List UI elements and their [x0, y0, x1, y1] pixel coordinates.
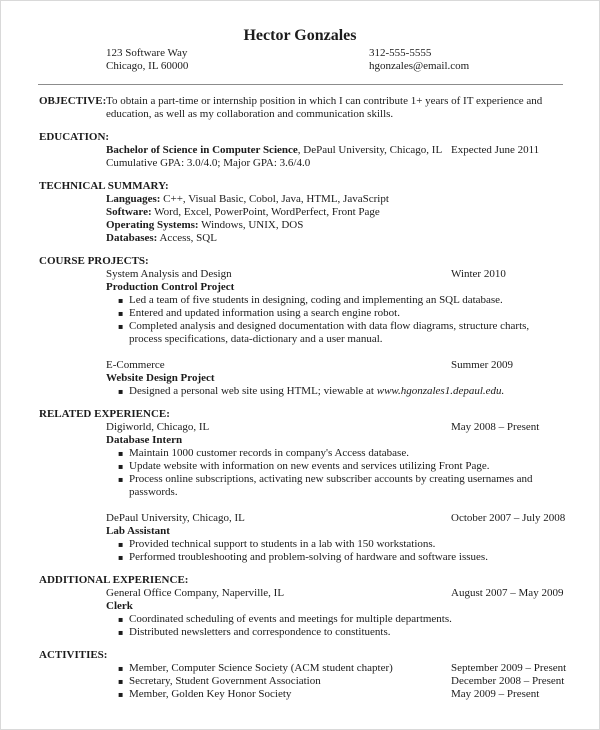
technical-summary-heading: TECHNICAL SUMMARY:	[39, 180, 169, 192]
job-title: Clerk	[106, 600, 133, 612]
skill-row-operating-systems	[1, 219, 599, 232]
bullet-text: Distributed newsletters and correspondence to constituents.	[129, 626, 391, 638]
bullet-item	[1, 385, 599, 398]
project-title: Production Control Project	[106, 281, 235, 293]
address-line-1: 123 Software Way	[106, 47, 188, 59]
skill-row-languages	[1, 193, 599, 206]
activity-item	[1, 688, 599, 701]
bullet-text: Entered and updated information using a search engine robot.	[129, 307, 400, 319]
skill-value: Word, Excel, PowerPoint, WordPerfect, Front Page	[151, 206, 380, 218]
bullet-icon: ▪	[118, 296, 124, 305]
additional-experience-heading: ADDITIONAL EXPERIENCE:	[39, 574, 189, 586]
experience-entry	[1, 587, 599, 639]
org-name: Digiworld, Chicago, IL	[106, 421, 210, 433]
skill-row-software	[1, 206, 599, 219]
bullet-item	[1, 551, 599, 564]
bullet-item	[1, 473, 599, 499]
bullet-icon: ▪	[118, 462, 124, 471]
skill-value: Access, SQL	[157, 232, 217, 244]
phone-email-block	[369, 47, 469, 73]
bullet-icon: ▪	[118, 475, 124, 484]
experience-date: August 2007 – May 2009	[451, 587, 564, 599]
project-entry	[1, 359, 599, 398]
job-title: Lab Assistant	[106, 525, 170, 537]
section-activities	[1, 649, 599, 701]
objective-heading: OBJECTIVE:	[39, 95, 107, 107]
course-name: E-Commerce	[106, 359, 165, 371]
bullet-icon: ▪	[118, 387, 124, 396]
bullet-item	[1, 460, 599, 473]
header-divider	[38, 84, 563, 85]
activity-text: Secretary, Student Government Association	[129, 675, 321, 687]
contact-block	[1, 47, 599, 75]
section-related-experience	[1, 408, 599, 564]
degree-name: Bachelor of Science in Computer Science	[106, 144, 298, 156]
course-date: Summer 2009	[451, 359, 514, 371]
experience-date: October 2007 – July 2008	[451, 512, 566, 524]
org-name: DePaul University, Chicago, IL	[106, 512, 245, 524]
course-name: System Analysis and Design	[106, 268, 232, 280]
section-additional-experience	[1, 574, 599, 639]
project-title: Website Design Project	[106, 372, 215, 384]
section-education	[1, 131, 599, 170]
bullet-text: Maintain 1000 customer records in company's Access database.	[129, 447, 409, 459]
experience-date: May 2008 – Present	[451, 421, 540, 433]
org-row	[1, 512, 599, 525]
bullet-item	[1, 538, 599, 551]
org-name: General Office Company, Naperville, IL	[106, 587, 285, 599]
bullet-icon: ▪	[118, 664, 124, 673]
bullet-icon: ▪	[118, 449, 124, 458]
experience-entry	[1, 421, 599, 499]
bullet-item	[1, 294, 599, 307]
skill-value: Windows, UNIX, DOS	[198, 219, 304, 231]
bullet-item	[1, 320, 599, 346]
bullet-icon: ▪	[118, 615, 124, 624]
activity-text: Member, Computer Science Society (ACM student chapter)	[129, 662, 393, 674]
bullet-text: Completed analysis and designed documentation with data flow diagrams, structure charts, process specifications, data-dictionary and a user manual.	[129, 320, 530, 345]
address-line-2: Chicago, IL 60000	[106, 60, 189, 72]
bullet-icon: ▪	[118, 309, 124, 318]
job-title: Database Intern	[106, 434, 183, 446]
activity-item	[1, 675, 599, 688]
bullet-icon: ▪	[118, 540, 124, 549]
bullet-icon: ▪	[118, 690, 124, 699]
skill-label: Operating Systems:	[106, 219, 199, 231]
website-url: www.hgonzales1.depaul.edu.	[376, 385, 505, 397]
bullet-icon: ▪	[118, 322, 124, 331]
skill-label: Software:	[106, 206, 152, 218]
bullet-item	[1, 447, 599, 460]
person-name: Hector Gonzales	[243, 27, 357, 44]
skill-label: Languages:	[106, 193, 161, 205]
bullet-text: Provided technical support to students in a lab with 150 workstations.	[129, 538, 436, 550]
bullet-icon: ▪	[118, 553, 124, 562]
activity-date: December 2008 – Present	[451, 675, 565, 687]
section-objective	[1, 95, 599, 121]
education-degree-row	[1, 144, 599, 157]
email-address: hgonzales@email.com	[369, 60, 470, 72]
activity-text: Member, Golden Key Honor Society	[129, 688, 292, 700]
org-row	[1, 421, 599, 434]
bullet-text-prefix: Designed a personal web site using HTML; viewable at	[129, 385, 377, 397]
bullet-text: Process online subscriptions, activating new subscriber accounts by creating usernames and passwords.	[129, 473, 533, 498]
objective-text: To obtain a part-time or internship position in which I can contribute 1+ years of IT experience and education, as well as my collaboration and communication skills.	[106, 95, 543, 120]
school-name: , DePaul University, Chicago, IL	[297, 144, 443, 156]
skill-value: C++, Visual Basic, Cobol, Java, HTML, JavaScript	[160, 193, 389, 205]
bullet-icon: ▪	[118, 628, 124, 637]
activities-heading: ACTIVITIES:	[39, 649, 108, 661]
bullet-item	[1, 613, 599, 626]
bullet-text: Coordinated scheduling of events and meetings for multiple departments.	[129, 613, 452, 625]
bullet-item	[1, 626, 599, 639]
course-date: Winter 2010	[451, 268, 506, 280]
bullet-text: Led a team of five students in designing, coding and implementing an SQL database.	[129, 294, 503, 306]
address-block	[106, 47, 188, 73]
experience-entry	[1, 512, 599, 564]
activity-date: May 2009 – Present	[451, 688, 540, 700]
bullet-text: Update website with information on new events and services utilizing Front Page.	[129, 460, 490, 472]
education-heading: EDUCATION:	[39, 131, 110, 143]
bullet-item	[1, 307, 599, 320]
education-date: Expected June 2011	[451, 144, 540, 156]
course-projects-heading: COURSE PROJECTS:	[39, 255, 149, 267]
course-row	[1, 359, 599, 372]
course-row	[1, 268, 599, 281]
project-entry	[1, 268, 599, 346]
skill-row-databases	[1, 232, 599, 245]
activity-date: September 2009 – Present	[451, 662, 567, 674]
related-experience-heading: RELATED EXPERIENCE:	[39, 408, 170, 420]
bullet-text: Performed troubleshooting and problem-solving of hardware and software issues.	[129, 551, 488, 563]
org-row	[1, 587, 599, 600]
phone-number: 312-555-5555	[369, 47, 432, 59]
activity-item	[1, 662, 599, 675]
bullet-text	[129, 385, 504, 397]
gpa-line: Cumulative GPA: 3.0/4.0; Major GPA: 3.6/4.0	[106, 157, 311, 169]
section-technical-summary	[1, 180, 599, 245]
section-course-projects	[1, 255, 599, 398]
bullet-icon: ▪	[118, 677, 124, 686]
skill-label: Databases:	[106, 232, 158, 244]
